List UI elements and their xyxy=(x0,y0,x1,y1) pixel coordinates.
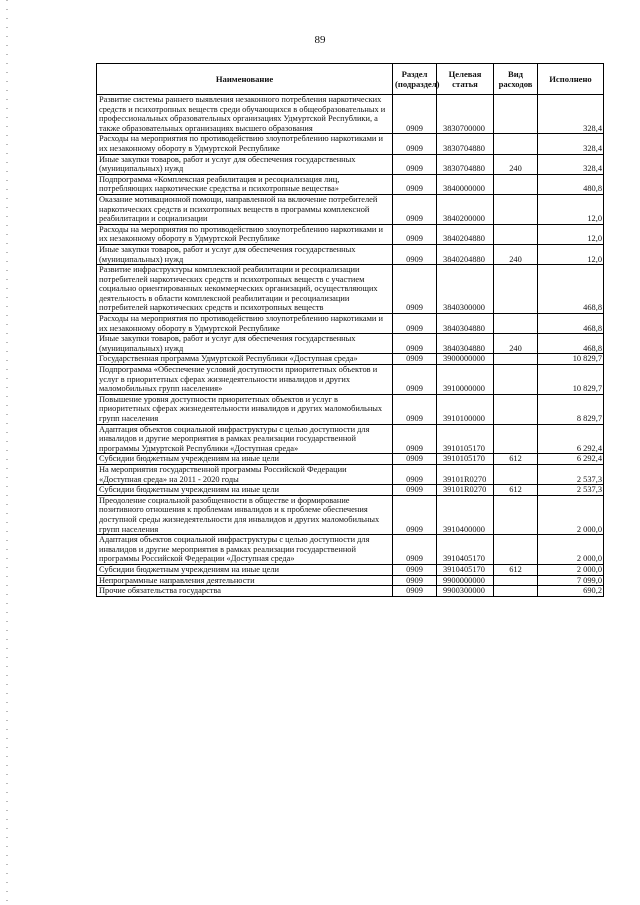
cell-amount: 468,8 xyxy=(538,334,604,354)
cell-amount: 2 537,3 xyxy=(538,464,604,484)
cell-amount: 7 099,0 xyxy=(538,575,604,586)
cell-amount: 468,8 xyxy=(538,265,604,314)
table-row xyxy=(97,424,604,454)
cell-amount: 328,4 xyxy=(538,95,604,134)
table-row xyxy=(97,535,604,565)
cell-target: 3900000000 xyxy=(437,354,494,365)
cell-name: Адаптация объектов социальной инфраструктуры с целью доступности для инвалидов и другие мероприятия в рамках реализации государственной программы Удмуртской Республики «Доступная среда» xyxy=(97,424,393,454)
cell-target: 3840204880 xyxy=(437,244,494,264)
cell-target: 3840304880 xyxy=(437,314,494,334)
cell-target: 3910105170 xyxy=(437,424,494,454)
cell-name: Развитие системы раннего выявления незаконного потребления наркотических средств и психотропных веществ среди обучающихся в общеобразовательных и профессиональных образовательных организациях Удмуртской Республики, а также образовательных организациях высшего образования xyxy=(97,95,393,134)
table-row xyxy=(97,194,604,224)
cell-kind xyxy=(494,265,538,314)
table-row xyxy=(97,224,604,244)
cell-amount: 6 292,4 xyxy=(538,454,604,465)
cell-name: Иные закупки товаров, работ и услуг для обеспечения государственных (муниципальных) нужд xyxy=(97,334,393,354)
cell-name: Иные закупки товаров, работ и услуг для обеспечения государственных (муниципальных) нужд xyxy=(97,244,393,264)
table-row xyxy=(97,564,604,575)
cell-target: 3840204880 xyxy=(437,224,494,244)
cell-section: 0909 xyxy=(393,134,437,154)
cell-name: Расходы на мероприятия по противодействию злоупотреблению наркотиками и их незаконному обороту в Удмуртской Республике xyxy=(97,134,393,154)
cell-name: Субсидии бюджетным учреждениям на иные цели xyxy=(97,564,393,575)
cell-section: 0909 xyxy=(393,495,437,534)
cell-kind: 612 xyxy=(494,454,538,465)
cell-name: Расходы на мероприятия по противодействию злоупотреблению наркотиками и их незаконному обороту в Удмуртской Республике xyxy=(97,314,393,334)
cell-target: 3910400000 xyxy=(437,495,494,534)
cell-kind xyxy=(494,464,538,484)
cell-name: На мероприятия государственной программы Российской Федерации «Доступная среда» на 2011 - 2020 годы xyxy=(97,464,393,484)
cell-section: 0909 xyxy=(393,535,437,565)
cell-amount: 480,8 xyxy=(538,174,604,194)
cell-target: 39101R0270 xyxy=(437,464,494,484)
cell-kind xyxy=(494,495,538,534)
cell-amount: 10 829,7 xyxy=(538,365,604,395)
cell-amount: 12,0 xyxy=(538,194,604,224)
table-row xyxy=(97,265,604,314)
cell-target: 3910405170 xyxy=(437,535,494,565)
cell-name: Иные закупки товаров, работ и услуг для обеспечения государственных (муниципальных) нужд xyxy=(97,154,393,174)
cell-amount: 6 292,4 xyxy=(538,424,604,454)
cell-section: 0909 xyxy=(393,354,437,365)
scan-edge-dots xyxy=(6,0,8,905)
table-row xyxy=(97,334,604,354)
table-row xyxy=(97,394,604,424)
cell-name: Повышение уровня доступности приоритетных объектов и услуг в приоритетных сферах жизнедеятельности инвалидов и других маломобильных групп населения xyxy=(97,394,393,424)
cell-name: Непрограммные направления деятельности xyxy=(97,575,393,586)
cell-section: 0909 xyxy=(393,244,437,264)
cell-kind xyxy=(494,95,538,134)
cell-section: 0909 xyxy=(393,194,437,224)
column-header-section: Раздел (подраздел) xyxy=(393,64,437,95)
cell-target: 3910405170 xyxy=(437,564,494,575)
cell-kind: 240 xyxy=(494,334,538,354)
cell-name: Субсидии бюджетным учреждениям на иные цели xyxy=(97,454,393,465)
cell-section: 0909 xyxy=(393,424,437,454)
cell-section: 0909 xyxy=(393,586,437,597)
cell-kind xyxy=(494,314,538,334)
cell-kind: 240 xyxy=(494,154,538,174)
cell-amount: 2 000,0 xyxy=(538,535,604,565)
cell-section: 0909 xyxy=(393,394,437,424)
cell-amount: 328,4 xyxy=(538,154,604,174)
cell-name: Оказание мотивационной помощи, направленной на включение потребителей наркотических средств и психотропных веществ в программы комплексной реабилитации и социализации xyxy=(97,194,393,224)
cell-amount: 12,0 xyxy=(538,224,604,244)
cell-kind xyxy=(494,354,538,365)
cell-name: Развитие инфраструктуры комплексной реабилитации и ресоциализации потребителей наркотических средств и психотропных веществ с участием социально ориентированных некоммерческих организаций, осуществляющих деятельность в области комплексной реабилитации и ресоциализации потребителей наркотических средств и психотропных веществ xyxy=(97,265,393,314)
cell-section: 0909 xyxy=(393,174,437,194)
cell-amount: 8 829,7 xyxy=(538,394,604,424)
table-row xyxy=(97,464,604,484)
cell-target: 3910100000 xyxy=(437,394,494,424)
column-header-amount: Исполнено xyxy=(538,64,604,95)
cell-kind xyxy=(494,575,538,586)
cell-kind xyxy=(494,134,538,154)
table-row xyxy=(97,586,604,597)
cell-kind xyxy=(494,224,538,244)
cell-target: 3840200000 xyxy=(437,194,494,224)
cell-kind xyxy=(494,194,538,224)
cell-amount: 468,8 xyxy=(538,314,604,334)
cell-section: 0909 xyxy=(393,464,437,484)
cell-kind: 612 xyxy=(494,485,538,496)
cell-name: Государственная программа Удмуртской Республики «Доступная среда» xyxy=(97,354,393,365)
table-row xyxy=(97,454,604,465)
table-row xyxy=(97,354,604,365)
cell-target: 39101R0270 xyxy=(437,485,494,496)
table-row xyxy=(97,485,604,496)
page-number: 89 xyxy=(314,34,326,46)
cell-amount: 2 000,0 xyxy=(538,564,604,575)
table-row xyxy=(97,154,604,174)
cell-section: 0909 xyxy=(393,365,437,395)
cell-target: 3840300000 xyxy=(437,265,494,314)
table-row xyxy=(97,575,604,586)
cell-target: 3830700000 xyxy=(437,95,494,134)
cell-name: Подпрограмма «Комплексная реабилитация и ресоциализация лиц, потребляющих наркотические средства и психотропные вещества» xyxy=(97,174,393,194)
cell-target: 3840000000 xyxy=(437,174,494,194)
cell-target: 3830704880 xyxy=(437,134,494,154)
column-header-kind: Вид расходов xyxy=(494,64,538,95)
table-row xyxy=(97,174,604,194)
cell-kind xyxy=(494,365,538,395)
cell-amount: 690,2 xyxy=(538,586,604,597)
cell-section: 0909 xyxy=(393,154,437,174)
cell-kind xyxy=(494,174,538,194)
table-row xyxy=(97,314,604,334)
cell-section: 0909 xyxy=(393,485,437,496)
table-row xyxy=(97,95,604,134)
cell-target: 3910105170 xyxy=(437,454,494,465)
budget-table xyxy=(96,63,604,597)
cell-target: 9900300000 xyxy=(437,586,494,597)
cell-section: 0909 xyxy=(393,575,437,586)
cell-target: 3840304880 xyxy=(437,334,494,354)
cell-section: 0909 xyxy=(393,564,437,575)
cell-amount: 2 537,3 xyxy=(538,485,604,496)
cell-kind xyxy=(494,424,538,454)
cell-target: 9900000000 xyxy=(437,575,494,586)
cell-name: Прочие обязательства государства xyxy=(97,586,393,597)
cell-amount: 2 000,0 xyxy=(538,495,604,534)
cell-name: Подпрограмма «Обеспечение условий доступности приоритетных объектов и услуг в приоритетных сферах жизнедеятельности инвалидов и других маломобильных групп населения» xyxy=(97,365,393,395)
cell-kind: 240 xyxy=(494,244,538,264)
cell-name: Расходы на мероприятия по противодействию злоупотреблению наркотиками и их незаконному обороту в Удмуртской Республике xyxy=(97,224,393,244)
cell-amount: 10 829,7 xyxy=(538,354,604,365)
cell-target: 3910000000 xyxy=(437,365,494,395)
cell-section: 0909 xyxy=(393,95,437,134)
cell-kind xyxy=(494,586,538,597)
cell-section: 0909 xyxy=(393,265,437,314)
table-row xyxy=(97,134,604,154)
cell-kind xyxy=(494,394,538,424)
cell-name: Субсидии бюджетным учреждениям на иные цели xyxy=(97,485,393,496)
cell-section: 0909 xyxy=(393,314,437,334)
column-header-target: Целевая статья xyxy=(437,64,494,95)
cell-name: Преодоление социальной разобщенности в обществе и формирование позитивного отношения к проблемам инвалидов и к проблеме обеспечения доступной среды жизнедеятельности для инвалидов и других маломобильных групп населения xyxy=(97,495,393,534)
cell-section: 0909 xyxy=(393,334,437,354)
table-header-row xyxy=(97,64,604,95)
table-row xyxy=(97,495,604,534)
table-row xyxy=(97,365,604,395)
cell-section: 0909 xyxy=(393,454,437,465)
cell-target: 3830704880 xyxy=(437,154,494,174)
cell-kind: 612 xyxy=(494,564,538,575)
table-row xyxy=(97,244,604,264)
cell-section: 0909 xyxy=(393,224,437,244)
cell-kind xyxy=(494,535,538,565)
cell-amount: 328,4 xyxy=(538,134,604,154)
cell-name: Адаптация объектов социальной инфраструктуры с целью доступности для инвалидов и другие мероприятия в рамках реализации государственной программы Российской Федерации «Доступная среда» xyxy=(97,535,393,565)
column-header-name: Наименование xyxy=(97,64,393,95)
table-body xyxy=(97,95,604,597)
cell-amount: 12,0 xyxy=(538,244,604,264)
